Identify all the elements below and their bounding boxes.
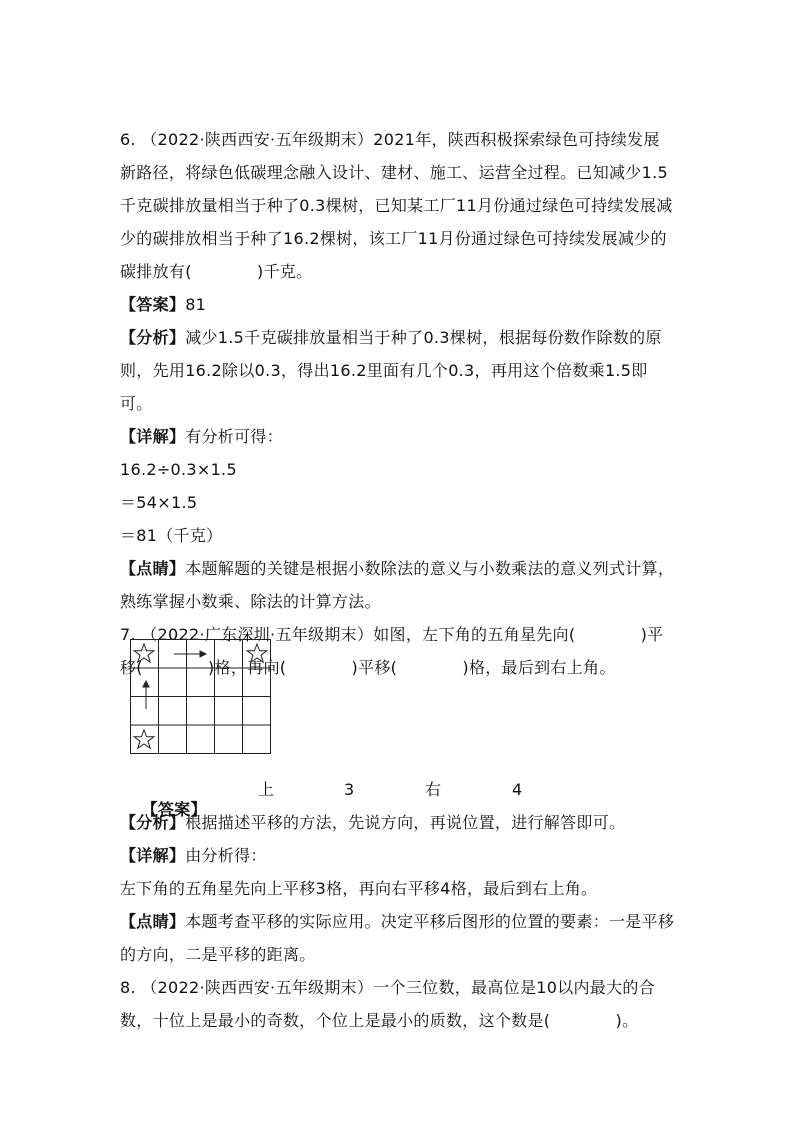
q6-answer <box>120 295 206 315</box>
q6-calc-3: ＝81（千克） <box>120 526 223 545</box>
q7-answer-4: 4 <box>512 780 523 799</box>
detail-tag: 【详解】 <box>120 846 186 865</box>
q8-line-1: 8. （2022·陕西西安·五年级期末）一个三位数，最高位是10以内最大的合 <box>120 978 656 997</box>
q7-detail-text: 左下角的五角星先向上平移3格，再向右平移4格，最后到右上角。 <box>120 879 598 898</box>
q6-analysis-1: 【分析】减少1.5千克碳排放量相当于种了0.3棵树，根据每份数作除数的原 <box>120 328 662 347</box>
comment-tag: 【点睛】 <box>120 559 186 578</box>
analysis-tag: 【分析】 <box>120 328 186 347</box>
star-icon-top-left <box>134 644 154 662</box>
answer-value: 81 <box>185 295 207 314</box>
q6-analysis-3: 可。 <box>120 394 153 413</box>
q7-line-1: 7. （2022·广东深圳·五年级期末）如图，左下角的五角星先向( )平 <box>120 625 664 644</box>
q6-line-1: 6. （2022·陕西西安·五年级期末）2021年，陕西积极探索绿色可持续发展 <box>120 130 660 149</box>
q6-detail: 【详解】有分析可得： <box>120 427 284 446</box>
arrow-right-icon <box>174 651 206 657</box>
q7-detail: 【详解】由分析得： <box>120 846 267 865</box>
q7-comment-1: 【点睛】本题考查平移的实际应用。决定平移后图形的位置的要素：一是平移 <box>120 912 675 931</box>
q8-line-2: 数，十位上是最小的奇数，个位上是最小的质数，这个数是( )。 <box>120 1011 639 1030</box>
q6-calc-2: ＝54×1.5 <box>120 493 198 512</box>
q6-comment-1: 【点睛】本题解题的关键是根据小数除法的意义与小数乘法的意义列式计算， <box>120 559 675 578</box>
q6-calc-1: 16.2÷0.3×1.5 <box>120 460 237 479</box>
arrow-up-icon <box>143 681 149 709</box>
q6-comment-2: 熟练掌握小数乘、除法的计算方法。 <box>120 592 381 611</box>
answer-tag: 【答案】 <box>141 800 207 819</box>
q6-line-3: 千克碳排放量相当于种了0.3棵树，已知某工厂11月份通过绿色可持续发展减 <box>120 196 673 215</box>
q7-analysis: 【分析】根据描述平移的方法，先说方向，再说位置，进行解答即可。 <box>120 813 626 832</box>
q6-line-2: 新路径，将绿色低碳理念融入设计、建材、施工、运营全过程。已知减少1.5 <box>120 163 668 182</box>
translation-grid-figure <box>130 639 272 755</box>
q7-answer-3: 右 <box>425 780 442 799</box>
q7-answer-2: 3 <box>344 780 355 799</box>
answer-tag: 【答案】 <box>120 295 186 314</box>
q7-answer-1: 上 <box>258 780 275 799</box>
q6-line-5: 碳排放有( )千克。 <box>120 262 313 281</box>
star-icon-top-right <box>247 644 267 662</box>
q6-line-4: 少的碳排放相当于种了16.2棵树，该工厂11月份通过绿色可持续发展减少的 <box>120 229 667 248</box>
comment-tag: 【点睛】 <box>120 912 186 931</box>
q6-analysis-2: 则，先用16.2除以0.3，得出16.2里面有几个0.3，再用这个倍数乘1.5即 <box>120 361 648 380</box>
q7-comment-2: 的方向，二是平移的距离。 <box>120 945 316 964</box>
detail-tag: 【详解】 <box>120 427 186 446</box>
q7-line-2: 移( )格，再向( )平移( )格，最后到右上角。 <box>120 658 616 677</box>
star-icon-bottom-left <box>134 730 154 748</box>
analysis-tag: 【分析】 <box>120 813 186 832</box>
